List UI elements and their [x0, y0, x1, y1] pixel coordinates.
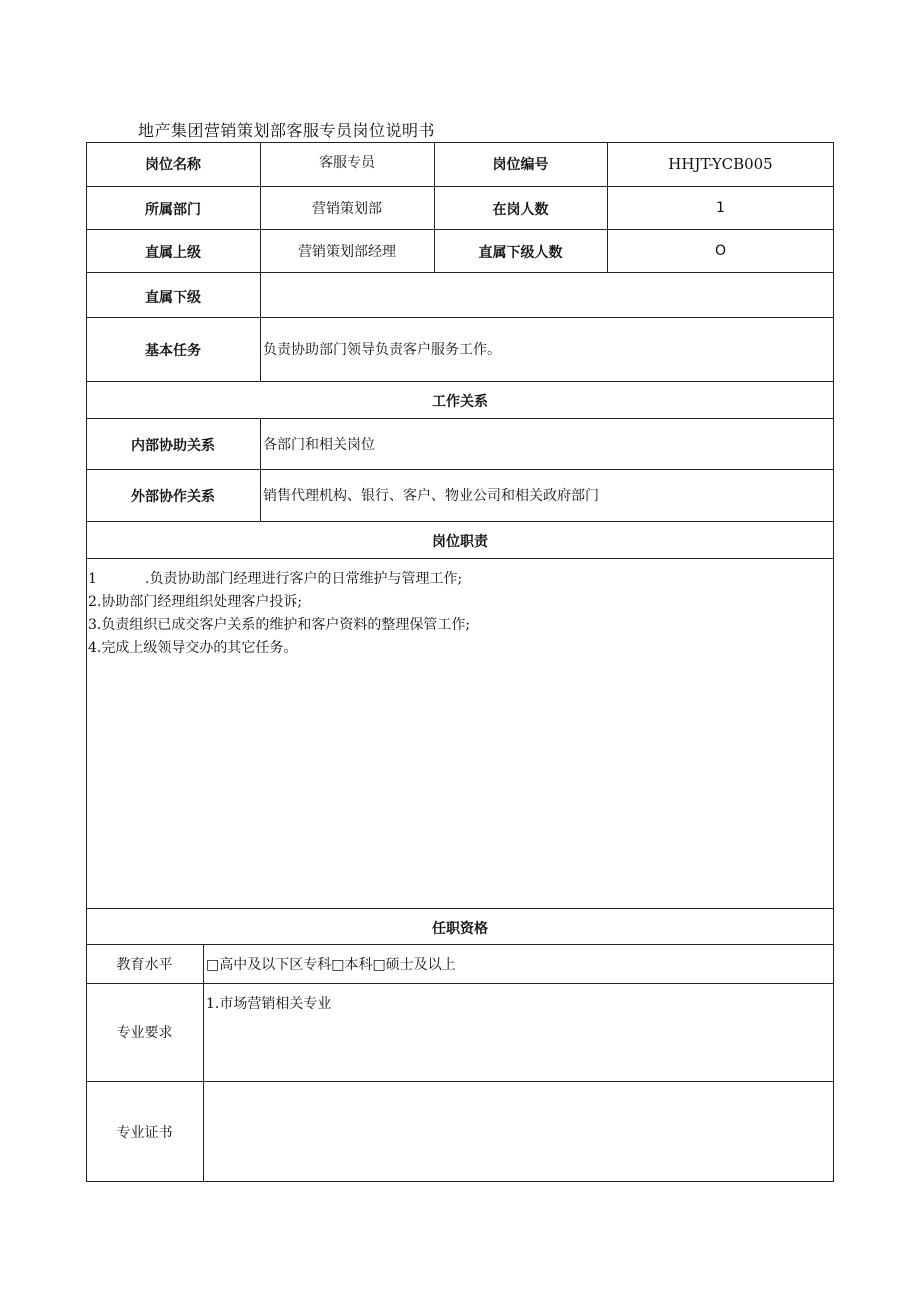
- internal-relation-value: 各部门和相关岗位: [263, 436, 375, 453]
- duty-item: [88, 637, 297, 657]
- major-label: 专业要求: [116, 1025, 173, 1041]
- external-relation-value: 销售代理机构、银行、客户、物业公司和相关政府部门: [263, 488, 599, 504]
- duty-text: 2.协助部门经理组织处理客户投诉;: [88, 594, 303, 610]
- task-value: 负责协助部门领导负责客户服务工作。: [263, 342, 501, 358]
- subordinate-value: [260, 272, 837, 317]
- relations-header: 工作关系: [432, 394, 488, 410]
- duty-text: 3.负责组织已成交客户关系的维护和客户资料的整理保管工作;: [88, 617, 471, 633]
- duty-number: 1: [88, 571, 97, 587]
- dept-value: 营销策划部: [312, 200, 382, 217]
- duty-item: [88, 568, 462, 588]
- subordinate-count-label: 直属下级人数: [478, 245, 563, 261]
- superior-value: 营销策划部经理: [298, 243, 396, 260]
- duty-item: [88, 614, 470, 634]
- headcount-value: 1: [716, 199, 725, 216]
- duty-item: [88, 591, 302, 611]
- document-title: 地产集团营销策划部客服专员岗位说明书: [138, 121, 436, 140]
- superior-label: 直属上级: [145, 245, 201, 261]
- certificate-label: 专业证书: [116, 1124, 173, 1141]
- qualifications-header: 任职资格: [432, 920, 488, 937]
- internal-relation-label: 内部协助关系: [131, 438, 215, 454]
- headcount-label: 在岗人数: [492, 202, 549, 218]
- education-label: 教育水平: [116, 956, 173, 973]
- post-no-label: 岗位编号: [492, 157, 549, 173]
- duties-header: 岗位职责: [432, 534, 488, 550]
- post-no-value: HHJT-YCB005: [668, 155, 773, 173]
- duty-text: .负责协助部门经理进行客户的日常维护与管理工作;: [145, 571, 463, 587]
- education-value: □高中及以下区专科□本科□硕士及以上: [206, 956, 456, 973]
- dept-label: 所属部门: [145, 202, 201, 218]
- post-name-label: 岗位名称: [145, 157, 201, 173]
- duty-text: 4.完成上级领导交办的其它任务。: [88, 640, 298, 656]
- subordinate-label: 直属下级: [145, 290, 201, 306]
- major-value: 1.市场营销相关专业: [206, 996, 332, 1012]
- post-name-value: 客服专员: [319, 155, 375, 171]
- external-relation-label: 外部协作关系: [131, 489, 215, 505]
- task-label: 基本任务: [145, 343, 201, 359]
- subordinate-count-value: O: [714, 242, 727, 259]
